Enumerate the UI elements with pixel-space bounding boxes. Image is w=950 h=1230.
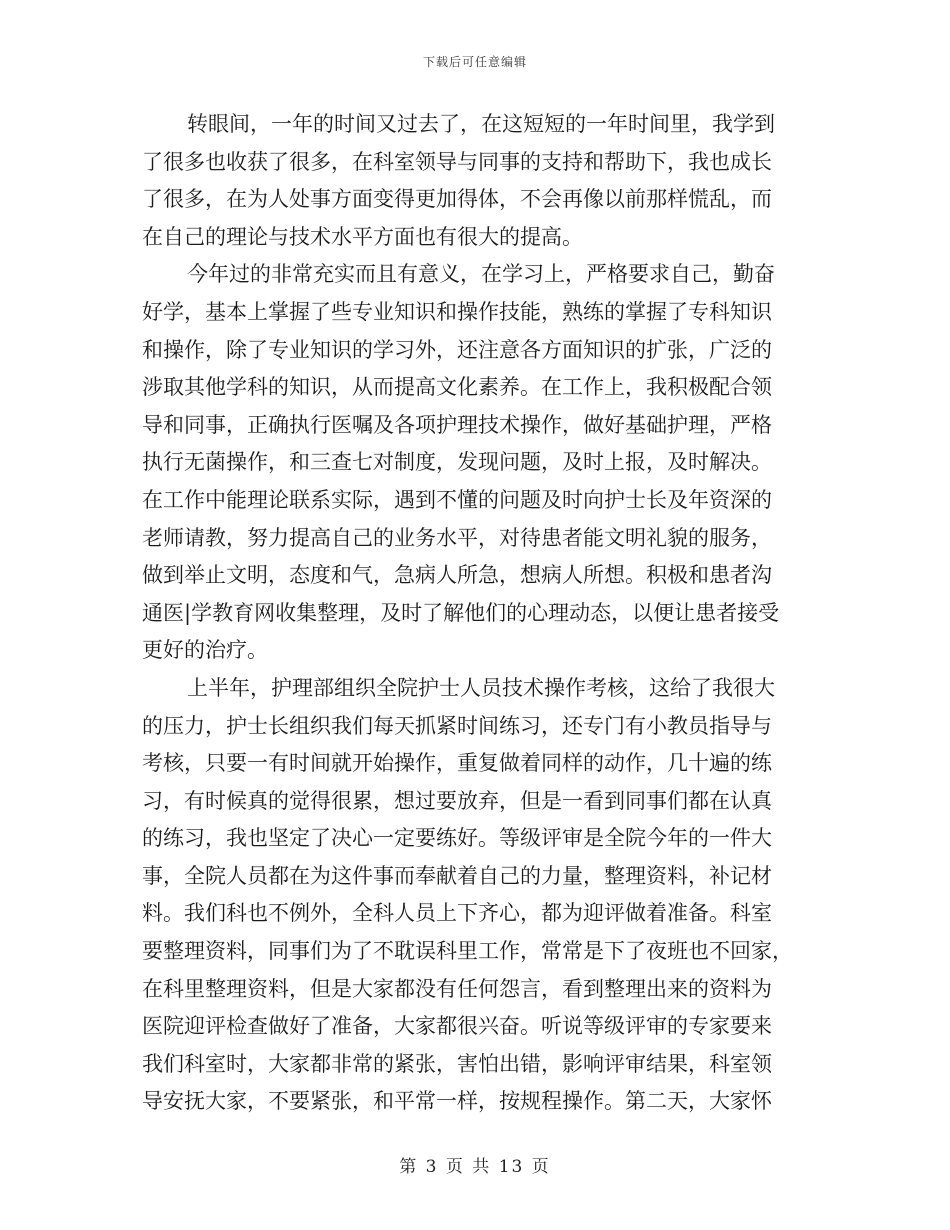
text-line: 事，全院人员都在为这件事而奉献着自己的力量，整理资料，补记材 bbox=[142, 863, 772, 888]
page-number-footer: 第 3 页 共 13 页 bbox=[399, 1157, 551, 1177]
text-line: 更好的治疗。 bbox=[142, 638, 268, 663]
text-line: 在科里整理资料，但是大家都没有任何怨言，看到整理出来的资料为 bbox=[142, 976, 772, 1001]
paragraph bbox=[142, 256, 810, 670]
text-line: 涉取其他学科的知识，从而提高文化素养。在工作上，我积极配合领 bbox=[142, 375, 772, 400]
page-header-note: 下载后可任意编辑 bbox=[422, 55, 527, 69]
text-line: 要整理资料，同事们为了不耽误科里工作，常常是下了夜班也不回家， bbox=[142, 939, 793, 964]
text-line: 老师请教，努力提高自己的业务水平，对待患者能文明礼貌的服务， bbox=[142, 525, 772, 550]
text-line: 做到举止文明，态度和气，急病人所急，想病人所想。积极和患者沟 bbox=[142, 563, 772, 588]
text-line: 在工作中能理论联系实际，遇到不懂的问题及时向护士长及年资深的 bbox=[142, 487, 772, 512]
paragraph bbox=[142, 670, 810, 1121]
document-body bbox=[142, 106, 810, 1121]
text-line: 好学，基本上掌握了些专业知识和操作技能，熟练的掌握了专科知识 bbox=[142, 299, 772, 324]
text-line: 导安抚大家，不要紧张，和平常一样，按规程操作。第二天，大家怀 bbox=[142, 1089, 772, 1114]
text-line: 在自己的理论与技术水平方面也有很大的提高。 bbox=[142, 224, 583, 249]
text-line: 了很多，在为人处事方面变得更加得体，不会再像以前那样慌乱，而 bbox=[142, 187, 772, 212]
text-line: 了很多也收获了很多，在科室领导与同事的支持和帮助下，我也成长 bbox=[142, 149, 772, 174]
text-line: 上半年，护理部组织全院护士人员技术操作考核，这给了我很大 bbox=[187, 675, 775, 700]
text-line: 今年过的非常充实而且有意义，在学习上，严格要求自己，勤奋 bbox=[187, 262, 775, 287]
text-line: 和操作，除了专业知识的学习外，还注意各方面知识的扩张，广泛的 bbox=[142, 337, 772, 362]
text-line: 我们科室时，大家都非常的紧张，害怕出错，影响评审结果，科室领 bbox=[142, 1051, 772, 1076]
text-line: 料。我们科也不例外，全科人员上下齐心，都为迎评做着准备。科室 bbox=[142, 901, 772, 926]
text-line: 习，有时候真的觉得很累，想过要放弃，但是一看到同事们都在认真 bbox=[142, 788, 772, 813]
text-line: 转眼间，一年的时间又过去了，在这短短的一年时间里，我学到 bbox=[187, 112, 775, 136]
text-line: 导和同事，正确执行医嘱及各项护理技术操作，做好基础护理，严格 bbox=[142, 412, 772, 437]
text-line: 通医|学教育网收集整理，及时了解他们的心理动态，以便让患者接受 bbox=[142, 600, 780, 625]
text-line: 考核，只要一有时间就开始操作，重复做着同样的动作，几十遍的练 bbox=[142, 751, 772, 776]
text-line: 执行无菌操作，和三查七对制度，发现问题，及时上报，及时解决。 bbox=[142, 450, 772, 475]
text-line: 医院迎评检查做好了准备，大家都很兴奋。听说等级评审的专家要来 bbox=[142, 1014, 772, 1039]
paragraph bbox=[142, 106, 810, 256]
text-line: 的压力，护士长组织我们每天抓紧时间练习，还专门有小教员指导与 bbox=[142, 713, 772, 738]
text-line: 的练习，我也坚定了决心一定要练好。等级评审是全院今年的一件大 bbox=[142, 826, 772, 851]
